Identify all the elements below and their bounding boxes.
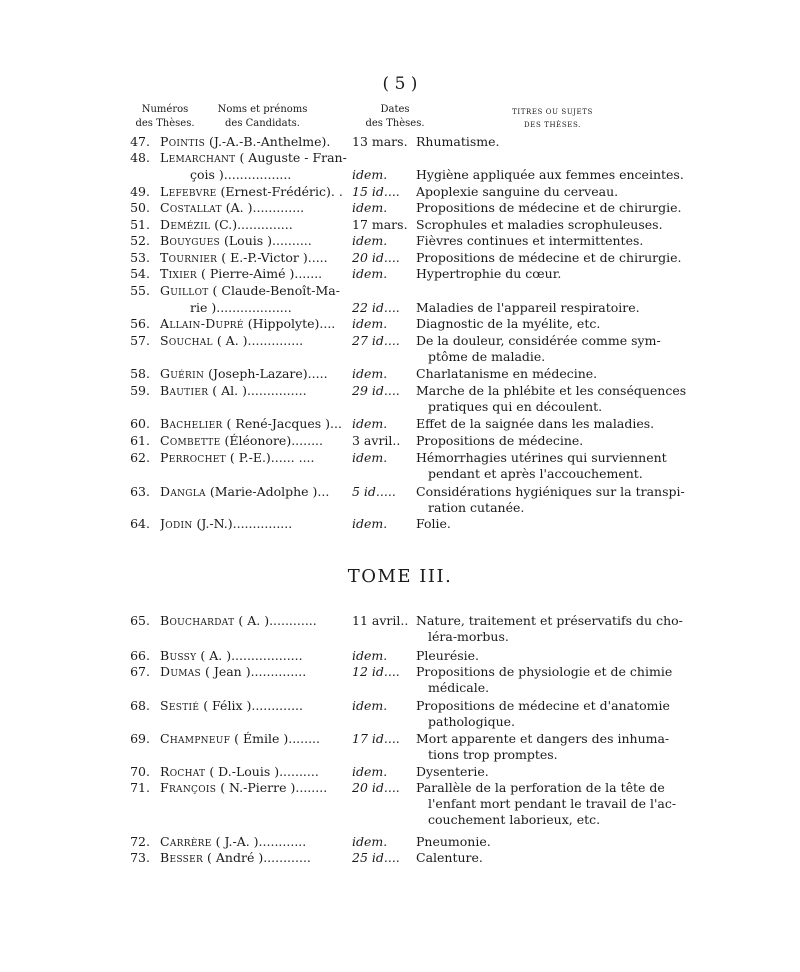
thesis-number: 49. bbox=[130, 184, 150, 199]
header-dates-line2: des Thèses. bbox=[365, 118, 425, 129]
candidate-name bbox=[160, 850, 348, 866]
header-titles-line1: TITRES OU SUJETS bbox=[512, 108, 593, 116]
thesis-number: 66. bbox=[130, 648, 150, 663]
thesis-title-line: Propositions de médecine et de chirurgie. bbox=[416, 200, 682, 215]
thesis-title-line: Propositions de physiologie et de chimie bbox=[416, 664, 673, 679]
thesis-number: 54. bbox=[130, 266, 150, 281]
candidate-given-names: (C.).............. bbox=[210, 217, 293, 232]
thesis-number: 61. bbox=[130, 433, 150, 448]
candidate-surname: Combette bbox=[160, 433, 221, 448]
candidate-given-names: ( E.-P.-Victor )..... bbox=[217, 250, 328, 265]
thesis-title-line: Nature, traitement et préservatifs du cho- bbox=[416, 613, 683, 628]
thesis-number: 58. bbox=[130, 366, 150, 381]
header-names-line1: Noms et prénoms bbox=[217, 104, 308, 115]
thesis-title bbox=[416, 300, 668, 316]
thesis-date: idem. bbox=[352, 516, 388, 531]
candidate-given-names: (A. )............. bbox=[221, 200, 305, 215]
thesis-title-line: Mort apparente et dangers des inhuma- bbox=[416, 731, 670, 746]
candidate-name bbox=[160, 217, 348, 233]
candidate-name bbox=[160, 613, 348, 629]
candidate-surname: Bouchardat bbox=[160, 613, 235, 628]
thesis-title-line: Propositions de médecine et de chirurgie. bbox=[416, 250, 682, 265]
thesis-date: 22 id.... bbox=[352, 300, 400, 315]
thesis-title bbox=[416, 664, 673, 696]
candidate-given-names: (J.-A.-B.-Anthelme). bbox=[205, 134, 331, 149]
thesis-date: idem. bbox=[352, 200, 388, 215]
thesis-date: 3 avril.. bbox=[352, 433, 401, 448]
thesis-title-line: Dysenterie. bbox=[416, 764, 489, 779]
candidate-given-names: (J.-N.)............... bbox=[192, 516, 293, 531]
thesis-date: 29 id.... bbox=[352, 383, 400, 398]
thesis-number: 65. bbox=[130, 613, 150, 628]
section-title-tome-iii: TOME III. bbox=[347, 566, 453, 587]
thesis-title-line: Calenture. bbox=[416, 850, 483, 865]
thesis-title-line: Considérations hygiéniques sur la transpi- bbox=[416, 484, 685, 499]
candidate-name bbox=[160, 516, 348, 532]
header-dates-line1: Dates bbox=[380, 104, 410, 115]
candidate-name bbox=[160, 450, 348, 466]
candidate-name bbox=[160, 780, 348, 796]
candidate-given-names: ( Al. )............... bbox=[208, 383, 307, 398]
thesis-title-line: Propositions de médecine. bbox=[416, 433, 584, 448]
thesis-title-line: Folie. bbox=[416, 516, 451, 531]
candidate-name bbox=[160, 366, 348, 382]
column-headers bbox=[0, 103, 800, 133]
thesis-title bbox=[416, 433, 668, 449]
header-numbers bbox=[135, 103, 195, 131]
header-names bbox=[210, 103, 315, 131]
candidate-given-names: ( N.-Pierre )........ bbox=[216, 780, 328, 795]
thesis-title bbox=[416, 484, 685, 516]
thesis-title bbox=[416, 333, 668, 365]
candidate-given-names: ( André )............ bbox=[203, 850, 311, 865]
candidate-name bbox=[160, 184, 348, 200]
thesis-number: 51. bbox=[130, 217, 150, 232]
thesis-number: 59. bbox=[130, 383, 150, 398]
thesis-title-line: Parallèle de la perforation de la tête de bbox=[416, 780, 665, 795]
thesis-date: idem. bbox=[352, 698, 388, 713]
page-number: ( 5 ) bbox=[382, 74, 418, 94]
candidate-name bbox=[160, 150, 348, 166]
candidate-given-names: ( P.-E.)...... .... bbox=[225, 450, 315, 465]
candidate-name bbox=[160, 484, 348, 500]
thesis-number: 60. bbox=[130, 416, 150, 431]
thesis-number: 64. bbox=[130, 516, 150, 531]
thesis-number: 67. bbox=[130, 664, 150, 679]
candidate-given-names: ( A. )............ bbox=[234, 613, 317, 628]
thesis-number: 68. bbox=[130, 698, 150, 713]
thesis-title bbox=[416, 764, 668, 780]
thesis-title bbox=[416, 450, 668, 482]
candidate-surname: Champneuf bbox=[160, 731, 231, 746]
candidate-surname: Bussy bbox=[160, 648, 197, 663]
thesis-title-line: pratiques qui en découlent. bbox=[428, 399, 603, 414]
header-names-line2: des Candidats. bbox=[225, 118, 300, 129]
thesis-title bbox=[416, 217, 668, 233]
candidate-given-names: (Louis ).......... bbox=[220, 233, 312, 248]
thesis-date: idem. bbox=[352, 167, 388, 182]
thesis-title-line: Fièvres continues et intermittentes. bbox=[416, 233, 644, 248]
thesis-number: 73. bbox=[130, 850, 150, 865]
thesis-number: 52. bbox=[130, 233, 150, 248]
candidate-name bbox=[160, 266, 348, 282]
thesis-title-line: Effet de la saignée dans les maladies. bbox=[416, 416, 655, 431]
candidate-surname: Dumas bbox=[160, 664, 201, 679]
thesis-date: 11 avril.. bbox=[352, 613, 409, 628]
thesis-title-line: médicale. bbox=[428, 680, 490, 695]
thesis-date: idem. bbox=[352, 416, 388, 431]
header-numbers-line2: des Thèses. bbox=[135, 118, 195, 129]
thesis-number: 47. bbox=[130, 134, 150, 149]
candidate-name bbox=[160, 834, 348, 850]
candidate-surname: Costallat bbox=[160, 200, 222, 215]
candidate-surname: Guillot bbox=[160, 283, 209, 298]
thesis-title bbox=[416, 233, 668, 249]
thesis-title-line: Scrophules et maladies scrophuleuses. bbox=[416, 217, 663, 232]
thesis-number: 50. bbox=[130, 200, 150, 215]
candidate-given-names: ( Pierre-Aimé )....... bbox=[197, 266, 323, 281]
candidate-given-names: ( Jean ).............. bbox=[201, 664, 307, 679]
thesis-title bbox=[416, 383, 687, 415]
candidate-given-names: (Ernest-Frédéric). . bbox=[216, 184, 343, 199]
thesis-title-line: Hémorrhagies utérines qui surviennent bbox=[416, 450, 667, 465]
thesis-title-line: léra-morbus. bbox=[428, 629, 509, 644]
thesis-title-line: Pneumonie. bbox=[416, 834, 491, 849]
candidate-surname: Carrère bbox=[160, 834, 212, 849]
thesis-date: 17 mars. bbox=[352, 217, 408, 232]
candidate-name bbox=[160, 200, 348, 216]
thesis-number: 72. bbox=[130, 834, 150, 849]
thesis-date: idem. bbox=[352, 366, 388, 381]
thesis-date: 15 id.... bbox=[352, 184, 400, 199]
candidate-name bbox=[160, 316, 348, 332]
header-titles bbox=[500, 106, 605, 132]
candidate-given-names: ( J.-A. )............ bbox=[211, 834, 307, 849]
thesis-date: 12 id.... bbox=[352, 664, 400, 679]
thesis-title bbox=[416, 167, 684, 183]
candidate-given-names: (Marie-Adolphe )... bbox=[205, 484, 330, 499]
candidate-surname: Lemarchant bbox=[160, 150, 236, 165]
candidate-given-names: ( A. ).................. bbox=[196, 648, 303, 663]
thesis-number: 63. bbox=[130, 484, 150, 499]
thesis-title bbox=[416, 613, 683, 645]
thesis-number: 70. bbox=[130, 764, 150, 779]
candidate-surname: Bouygues bbox=[160, 233, 221, 248]
thesis-date: idem. bbox=[352, 316, 388, 331]
thesis-title bbox=[416, 366, 668, 382]
thesis-title bbox=[416, 834, 668, 850]
thesis-title-line: tions trop promptes. bbox=[428, 747, 558, 762]
candidate-surname: Guérin bbox=[160, 366, 205, 381]
candidate-name bbox=[160, 233, 348, 249]
thesis-title bbox=[416, 316, 668, 332]
thesis-number: 53. bbox=[130, 250, 150, 265]
thesis-title bbox=[416, 184, 668, 200]
candidate-name bbox=[160, 283, 348, 299]
thesis-number: 71. bbox=[130, 780, 150, 795]
candidate-surname: François bbox=[160, 780, 217, 795]
thesis-date: 20 id.... bbox=[352, 250, 400, 265]
candidate-given-names: ( A. ).............. bbox=[212, 333, 304, 348]
thesis-number: 55. bbox=[130, 283, 150, 298]
candidate-surname: Dangla bbox=[160, 484, 206, 499]
thesis-title-line: Pleurésie. bbox=[416, 648, 480, 663]
thesis-number: 62. bbox=[130, 450, 150, 465]
thesis-title-line: Apoplexie sanguine du cerveau. bbox=[416, 184, 619, 199]
candidate-surname: Perrochet bbox=[160, 450, 226, 465]
thesis-date: 27 id.... bbox=[352, 333, 400, 348]
candidate-surname: Sestié bbox=[160, 698, 200, 713]
thesis-date: 17 id.... bbox=[352, 731, 400, 746]
thesis-number: 48. bbox=[130, 150, 150, 165]
candidate-surname: Allain-Dupré bbox=[160, 316, 244, 331]
candidate-surname: Souchal bbox=[160, 333, 213, 348]
candidate-surname: Demézil bbox=[160, 217, 211, 232]
thesis-title bbox=[416, 134, 668, 150]
candidate-surname: Jodin bbox=[160, 516, 193, 531]
candidate-given-names: ( Claude-Benoît-Ma- bbox=[208, 283, 340, 298]
candidate-given-names: (Hippolyte).... bbox=[243, 316, 336, 331]
thesis-date: idem. bbox=[352, 648, 388, 663]
thesis-title-line: Maladies de l'appareil respiratoire. bbox=[416, 300, 640, 315]
candidate-given-names: ( Auguste - Fran- bbox=[235, 150, 347, 165]
thesis-title-line: Charlatanisme en médecine. bbox=[416, 366, 598, 381]
header-dates bbox=[355, 103, 435, 131]
thesis-title-line: De la douleur, considérée comme sym- bbox=[416, 333, 661, 348]
candidate-name bbox=[160, 333, 348, 349]
candidate-name-continued: çois )................. bbox=[190, 167, 292, 182]
candidate-name bbox=[160, 433, 348, 449]
thesis-title bbox=[416, 780, 677, 828]
thesis-title bbox=[416, 266, 668, 282]
thesis-number: 69. bbox=[130, 731, 150, 746]
thesis-title bbox=[416, 648, 668, 664]
candidate-name bbox=[160, 698, 348, 714]
candidate-surname: Rochat bbox=[160, 764, 206, 779]
candidate-name bbox=[160, 250, 348, 266]
candidate-surname: Pointis bbox=[160, 134, 206, 149]
candidate-given-names: ( D.-Louis ).......... bbox=[205, 764, 319, 779]
thesis-title-line: Marche de la phlébite et les conséquences bbox=[416, 383, 687, 398]
candidate-surname: Tournier bbox=[160, 250, 218, 265]
thesis-number: 57. bbox=[130, 333, 150, 348]
candidate-surname: Bautier bbox=[160, 383, 209, 398]
thesis-title-line: ration cutanée. bbox=[428, 500, 525, 515]
thesis-date: 25 id.... bbox=[352, 850, 400, 865]
candidate-given-names: (Éléonore)........ bbox=[220, 433, 323, 448]
candidate-name bbox=[160, 134, 348, 150]
thesis-title-line: Hygiène appliquée aux femmes enceintes. bbox=[416, 167, 684, 182]
thesis-title bbox=[416, 731, 668, 763]
candidate-name-continued: rie )................... bbox=[190, 300, 292, 315]
thesis-title bbox=[416, 516, 668, 532]
header-numbers-line1: Numéros bbox=[141, 104, 189, 115]
thesis-title-line: couchement laborieux, etc. bbox=[428, 812, 601, 827]
thesis-title bbox=[416, 416, 668, 432]
candidate-surname: Tixier bbox=[160, 266, 198, 281]
thesis-title-line: Hypertrophie du cœur. bbox=[416, 266, 562, 281]
thesis-date: idem. bbox=[352, 834, 388, 849]
candidate-name bbox=[160, 416, 348, 432]
candidate-name bbox=[160, 731, 348, 747]
thesis-title-line: Diagnostic de la myélite, etc. bbox=[416, 316, 601, 331]
thesis-title bbox=[416, 200, 682, 216]
thesis-date: idem. bbox=[352, 450, 388, 465]
thesis-date: idem. bbox=[352, 764, 388, 779]
thesis-title bbox=[416, 250, 682, 266]
thesis-number: 56. bbox=[130, 316, 150, 331]
thesis-date: idem. bbox=[352, 266, 388, 281]
thesis-date: 13 mars. bbox=[352, 134, 408, 149]
candidate-surname: Bachelier bbox=[160, 416, 223, 431]
thesis-date: idem. bbox=[352, 233, 388, 248]
thesis-title-line: Rhumatisme. bbox=[416, 134, 500, 149]
thesis-title bbox=[416, 850, 668, 866]
thesis-title-line: ptôme de maladie. bbox=[428, 349, 546, 364]
candidate-name bbox=[160, 383, 348, 399]
thesis-title-line: l'enfant mort pendant le travail de l'ac- bbox=[428, 796, 677, 811]
candidate-name bbox=[160, 764, 348, 780]
candidate-surname: Besser bbox=[160, 850, 204, 865]
header-titles-line2: DES THÈSES. bbox=[524, 121, 581, 129]
candidate-given-names: (Joseph-Lazare)..... bbox=[204, 366, 328, 381]
candidate-given-names: ( René-Jacques )... bbox=[222, 416, 342, 431]
candidate-name bbox=[160, 648, 348, 664]
thesis-title bbox=[416, 698, 668, 730]
candidate-surname: Lefebvre bbox=[160, 184, 217, 199]
candidate-given-names: ( Émile )........ bbox=[230, 731, 321, 746]
thesis-date: 20 id.... bbox=[352, 780, 400, 795]
candidate-name bbox=[160, 664, 348, 680]
thesis-title-line: pathologique. bbox=[428, 714, 515, 729]
candidate-given-names: ( Félix )............. bbox=[199, 698, 303, 713]
thesis-date: 5 id..... bbox=[352, 484, 396, 499]
thesis-title-line: Propositions de médecine et d'anatomie bbox=[416, 698, 670, 713]
thesis-title-line: pendant et après l'accouchement. bbox=[428, 466, 643, 481]
